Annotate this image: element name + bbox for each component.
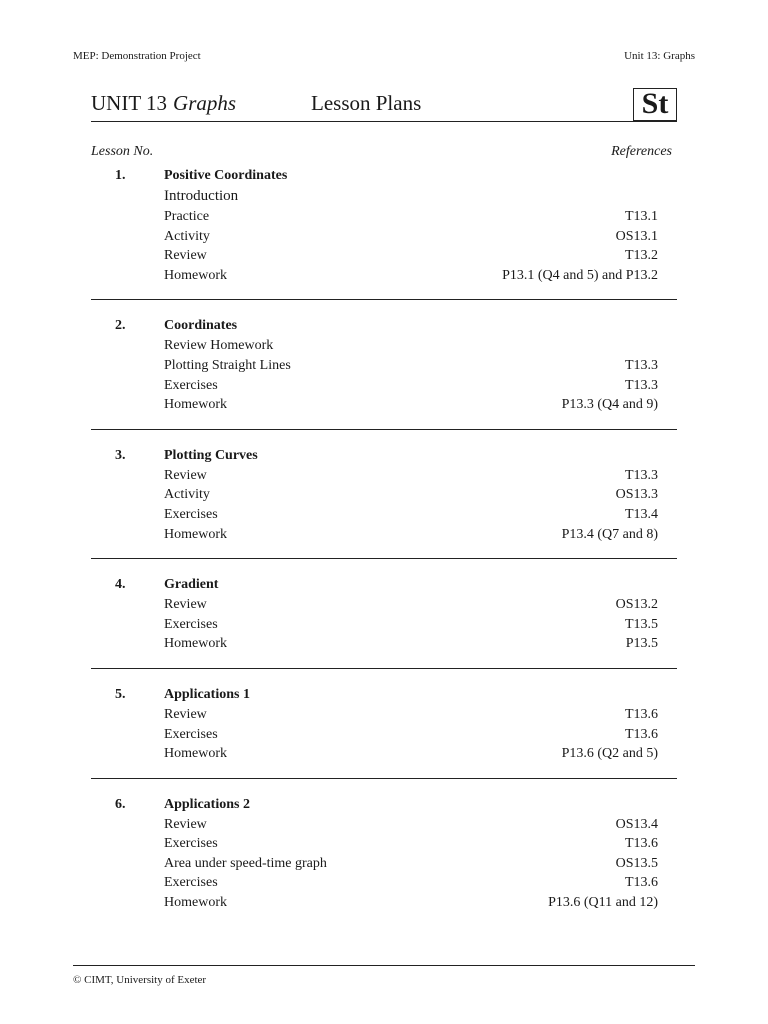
lesson-activity-row	[91, 467, 677, 487]
footer-divider	[73, 965, 695, 966]
activity-reference: T13.6	[624, 726, 658, 742]
lesson-block	[91, 796, 677, 927]
activity-label: Homework	[164, 895, 227, 911]
activity-label: Activity	[164, 228, 210, 244]
activity-label: Exercises	[164, 836, 218, 852]
unit-title-bar	[91, 86, 677, 122]
lesson-no-column-heading: Lesson No.	[91, 144, 154, 159]
lesson-heading	[91, 576, 677, 596]
lesson-number: 2.	[115, 318, 126, 334]
lesson-heading	[91, 317, 677, 337]
activity-label: Practice	[164, 209, 210, 224]
references-column-heading: References	[611, 144, 672, 159]
lesson-activity-row	[91, 396, 677, 416]
lesson-block	[91, 447, 677, 559]
lesson-block	[91, 686, 677, 779]
lesson-activity-row	[91, 874, 677, 894]
lesson-heading	[91, 686, 677, 706]
activity-label: Exercises	[164, 875, 218, 891]
lesson-activity-row	[91, 486, 677, 506]
lesson-title: Gradient	[164, 577, 219, 593]
unit-topic: Graphs	[173, 91, 237, 115]
activity-reference: T13.6	[624, 706, 658, 722]
lesson-activity-row	[91, 337, 677, 357]
activity-label: Homework	[164, 397, 227, 413]
lesson-activity-row	[91, 526, 677, 546]
activity-label: Area under speed-time graph	[164, 855, 327, 871]
activity-label: Review	[164, 467, 207, 483]
lesson-number: 5.	[115, 686, 126, 702]
lesson-activity-row	[91, 506, 677, 526]
activity-reference: P13.5	[625, 636, 658, 652]
activity-label: Review	[164, 597, 207, 613]
lesson-block	[91, 576, 677, 669]
st-badge: St	[633, 88, 677, 121]
activity-label: Exercises	[164, 377, 218, 393]
lesson-block	[91, 167, 677, 300]
lesson-activity-row	[91, 635, 677, 655]
lesson-activity-row	[91, 228, 677, 248]
activity-reference: T13.1	[624, 209, 658, 224]
lesson-activity-row	[91, 616, 677, 636]
activity-reference: OS13.5	[615, 855, 658, 871]
activity-reference: P13.6 (Q11 and 12)	[548, 895, 658, 911]
activity-reference: T13.3	[624, 467, 658, 483]
lesson-activity-row	[91, 247, 677, 267]
lesson-plans-heading: Lesson Plans	[311, 91, 422, 115]
activity-label: Exercises	[164, 506, 218, 522]
activity-reference: T13.3	[624, 357, 658, 373]
lesson-activity-row	[91, 835, 677, 855]
lesson-activity-row	[91, 706, 677, 726]
lesson-heading	[91, 167, 677, 187]
lesson-activity-row	[91, 745, 677, 765]
activity-reference: T13.3	[624, 377, 658, 393]
lesson-activity-row	[91, 357, 677, 377]
activity-label: Exercises	[164, 726, 218, 742]
activity-label: Homework	[164, 526, 227, 542]
lesson-title: Applications 2	[164, 796, 250, 812]
activity-reference: T13.2	[624, 248, 658, 264]
activity-reference: OS13.2	[615, 597, 658, 613]
unit-number: UNIT 13	[91, 91, 168, 115]
activity-label: Homework	[164, 746, 227, 762]
activity-label: Homework	[164, 636, 227, 652]
activity-reference: OS13.1	[615, 228, 658, 244]
lesson-heading	[91, 796, 677, 816]
lesson-activity-row	[91, 267, 677, 287]
lesson-number: 4.	[115, 577, 126, 593]
activity-label: Exercises	[164, 616, 218, 632]
lesson-title: Positive Coordinates	[164, 168, 288, 183]
lesson-activity-row	[91, 855, 677, 875]
activity-label: Homework	[164, 267, 227, 283]
activity-reference: P13.1 (Q4 and 5) and P13.2	[502, 267, 658, 283]
lesson-title: Applications 1	[164, 686, 250, 702]
activity-label: Review	[164, 706, 207, 722]
activity-reference: P13.4 (Q7 and 8)	[561, 526, 658, 542]
lesson-number: 1.	[115, 168, 126, 183]
activity-label: Review Homework	[164, 338, 274, 354]
activity-reference: T13.5	[624, 616, 658, 632]
lesson-number: 6.	[115, 796, 126, 812]
lesson-activity-row	[91, 377, 677, 397]
unit-title	[91, 91, 236, 116]
activity-label: Review	[164, 816, 207, 832]
lesson-list	[91, 167, 677, 944]
activity-reference: T13.6	[624, 875, 658, 891]
lesson-activity-row	[91, 596, 677, 616]
lesson-title: Plotting Curves	[164, 447, 258, 463]
lesson-activity-row	[91, 187, 677, 208]
activity-reference: OS13.3	[615, 487, 658, 503]
activity-label: Activity	[164, 487, 210, 503]
activity-label: Plotting Straight Lines	[164, 357, 291, 373]
running-header-right: Unit 13: Graphs	[624, 50, 695, 62]
activity-reference: T13.4	[624, 506, 658, 522]
activity-label: Review	[164, 248, 207, 264]
activity-reference: OS13.4	[615, 816, 658, 832]
lesson-activity-row	[91, 726, 677, 746]
footer-copyright: © CIMT, University of Exeter	[73, 974, 207, 986]
lesson-block	[91, 317, 677, 429]
lesson-title: Coordinates	[164, 318, 238, 334]
activity-label: Introduction	[164, 188, 239, 204]
lesson-activity-row	[91, 208, 677, 228]
activity-reference: P13.3 (Q4 and 9)	[561, 397, 658, 413]
lesson-activity-row	[91, 816, 677, 836]
activity-reference: T13.6	[624, 836, 658, 852]
activity-reference: P13.6 (Q2 and 5)	[561, 746, 658, 762]
running-header-left: MEP: Demonstration Project	[73, 50, 201, 62]
lesson-number: 3.	[115, 447, 126, 463]
lesson-heading	[91, 447, 677, 467]
lesson-activity-row	[91, 894, 677, 914]
